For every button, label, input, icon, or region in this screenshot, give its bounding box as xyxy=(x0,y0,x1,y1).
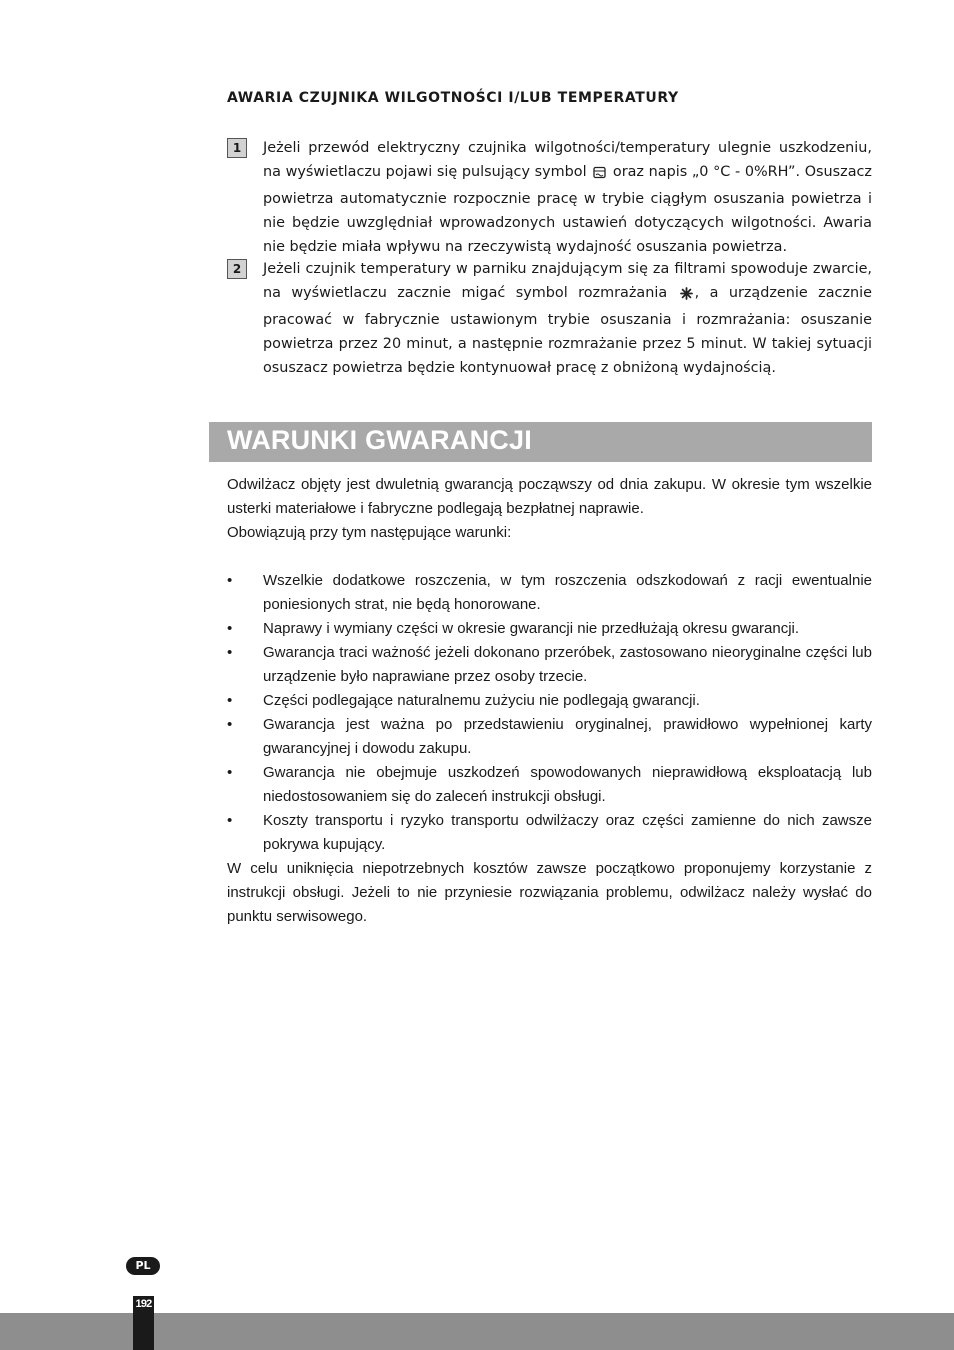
list-item: • Koszty transportu i ryzyko transportu odwilżaczy oraz części zamienne do nich zawsze pokrywa kupujący. xyxy=(227,809,872,857)
list-item: • Gwarancja nie obejmuje uszkodzeń spowodowanych nieprawidłową eksploatacją lub niedostosowaniem się do zaleceń instrukcji obsługi. xyxy=(227,761,872,809)
conditions-label: Obowiązują przy tym następujące warunki: xyxy=(227,524,512,541)
bullet-icon: • xyxy=(227,764,233,781)
section-banner xyxy=(209,422,872,462)
bullet-icon: • xyxy=(227,812,233,829)
warranty-conditions-list xyxy=(227,569,872,857)
item-text: Jeżeli czujnik temperatury w parniku znajdującym się za filtrami spowoduje zwarcie, na wyświetlaczu zacznie migać symbol rozmrażania , a urządzenie zacznie pracować w fabrycznie ustawionym trybie osuszania i rozmrażania: osuszanie powietrza przez 20 minut, a następnie rozmrażanie przez 5 minut. W takiej sytuacji osuszacz powietrza będzie kontynuował pracę z obniżoną wydajnością. xyxy=(263,261,872,376)
list-item: • Naprawy i wymiany części w okresie gwarancji nie przedłużają okresu gwarancji. xyxy=(227,617,872,641)
warranty-intro: Odwilżacz objęty jest dwuletnią gwarancją począwszy od dnia zakupu. W okresie tym wszelkie usterki materiałowe i fabryczne podlegają bezpłatnej naprawie. xyxy=(227,476,872,517)
item-number-badge: 2 xyxy=(227,259,247,279)
bullet-icon: • xyxy=(227,692,233,709)
tank-icon xyxy=(593,163,606,187)
bullet-icon: • xyxy=(227,716,233,733)
closing-paragraph: W celu uniknięcia niepotrzebnych kosztów zawsze początkowo proponujemy korzystanie z instrukcji obsługi. Jeżeli to nie przyniesie rozwiązania problemu, odwilżacz należy wysłać do punktu serwisowego. xyxy=(227,860,872,925)
section-heading: AWARIA CZUJNIKA WILGOTNOŚCI I/LUB TEMPERATURY xyxy=(227,90,679,106)
bullet-icon: • xyxy=(227,572,233,589)
numbered-item-2 xyxy=(227,257,872,380)
list-item: • Wszelkie dodatkowe roszczenia, w tym roszczenia odszkodowań z racji ewentualnie poniesionych strat, nie będą honorowane. xyxy=(227,569,872,617)
numbered-item-1 xyxy=(227,136,872,259)
language-badge: PL xyxy=(126,1257,160,1275)
section-title: WARUNKI GWARANCJI xyxy=(227,425,532,455)
bullet-icon: • xyxy=(227,644,233,661)
list-item: • Gwarancja traci ważność jeżeli dokonano przeróbek, zastosowano nieoryginalne części lub urządzenie było naprawiane przez osoby trzecie. xyxy=(227,641,872,689)
page-number-tab xyxy=(133,1296,154,1350)
list-item: • Części podlegające naturalnemu zużyciu nie podlegają gwarancji. xyxy=(227,689,872,713)
list-item: • Gwarancja jest ważna po przedstawieniu oryginalnej, prawidłowo wypełnionej karty gwarancyjnej i dowodu zakupu. xyxy=(227,713,872,761)
page-number: 192 xyxy=(135,1298,152,1310)
bullet-icon: • xyxy=(227,620,233,637)
defrost-icon xyxy=(680,284,693,308)
item-text: Jeżeli przewód elektryczny czujnika wilgotności/temperatury ulegnie uszkodzeniu, na wyświetlaczu pojawi się pulsujący symbol oraz napis „0 °C - 0%RH”. Osuszacz powietrza automatycznie rozpocznie pracę w trybie ciągłym osuszania powietrza i nie będzie uwzględniał wprowadzonych ustawień dotyczących wilgotności. Awaria nie będzie miała wpływu na rzeczywistą wydajność osuszania powietrza. xyxy=(263,140,872,255)
item-number-badge: 1 xyxy=(227,138,247,158)
